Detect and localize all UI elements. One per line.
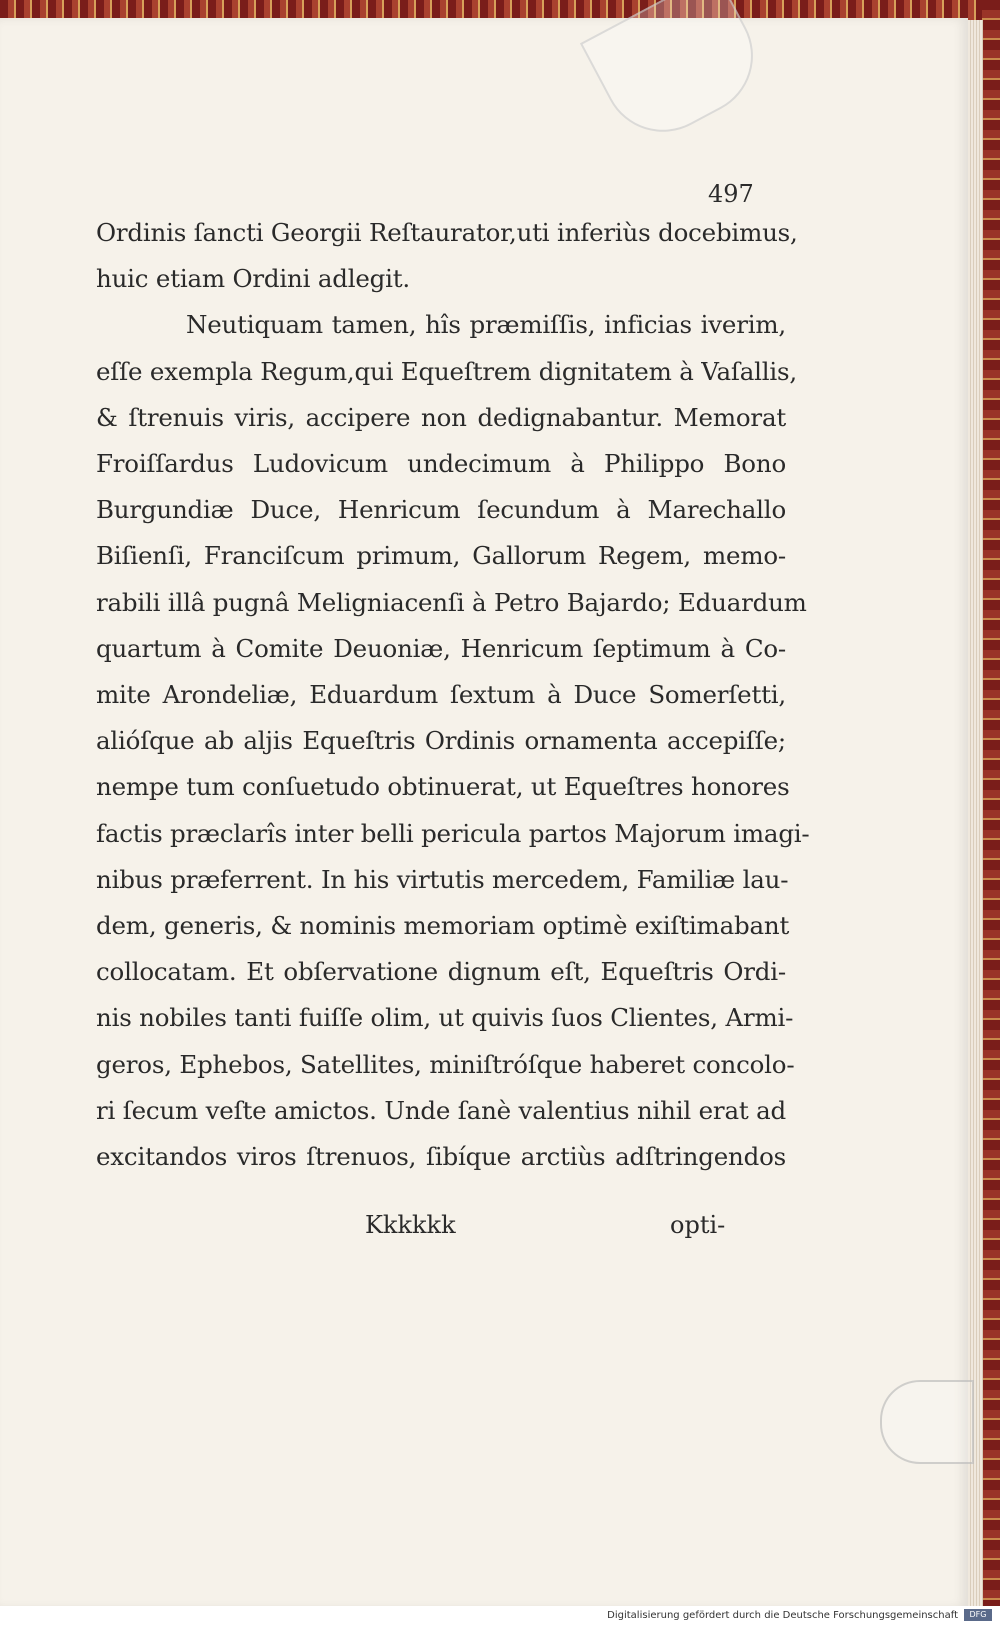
text-line: alióſque ab aljis Equeſtris Ordinis ornamenta accepiſſe; (96, 726, 786, 756)
text-line: Burgundiæ Duce, Henricum ſecundum à Marechallo (96, 495, 786, 525)
text-line: geros, Ephebos, Satellites, miniſtróſque haberet concolo- (96, 1049, 795, 1079)
text-line: Biſienſi, Franciſcum primum, Gallorum Regem, memo- (96, 541, 786, 571)
text-line: Froiſſardus Ludovicum undecimum à Philippo Bono (96, 449, 786, 479)
text-line: factis præclarîs inter belli pericula partos Majorum imagi- (96, 818, 810, 848)
text-line: excitandos viros ſtrenuos, ſibíque arctiùs adſtringendos (96, 1142, 786, 1172)
text-line: quartum à Comite Deuoniæ, Henricum ſeptimum à Co- (96, 633, 786, 663)
text-line: huic etiam Ordini adlegit. (96, 264, 411, 294)
digitization-credit: Digitalisierung gefördert durch die Deutsche Forschungsgemeinschaft (607, 1610, 958, 1621)
text-line: eſſe exempla Regum,qui Equeſtrem dignitatem à Vaſallis, (96, 356, 798, 386)
book-binding-right (982, 0, 1000, 1610)
text-line: nis nobiles tanti fuiſſe olim, ut quivis ſuos Clientes, Armi- (96, 1003, 794, 1033)
text-line: ri ſecum veſte amictos. Unde ſanè valentius nihil erat ad (96, 1095, 786, 1125)
signature-mark: Kkkkkk (365, 1211, 456, 1239)
text-line: collocatam. Et obſervatione dignum eſt, Equeſtris Ordi- (96, 957, 786, 987)
catchword: opti- (670, 1211, 726, 1239)
text-line: mite Arondeliæ, Eduardum ſextum à Duce Somerſetti, (96, 680, 786, 710)
text-line: & ſtrenuis viris, accipere non dedignabantur. Memorat (96, 402, 786, 432)
text-line: dem, generis, & nominis memoriam optimè exiſtimabant (96, 911, 790, 941)
bookmark-clip-side (880, 1380, 974, 1464)
page-number: 497 (708, 180, 754, 208)
dfg-logo: DFG (964, 1609, 992, 1621)
text-line: rabili illâ pugnâ Meligniacenſi à Petro Bajardo; Eduardum (96, 587, 807, 617)
book-binding-top (0, 0, 1000, 20)
text-line: Ordinis ſancti Georgii Reſtaurator,uti inferiùs docebimus, (96, 218, 798, 247)
text-line: Neutiquam tamen, hîs præmiſſis, inficias iverim, (186, 310, 786, 340)
text-line: nempe tum conſuetudo obtinuerat, ut Equeſtres honores (96, 772, 790, 802)
text-line: nibus præferrent. In his virtutis mercedem, Familiæ lau- (96, 864, 789, 894)
body-text (96, 210, 810, 1180)
